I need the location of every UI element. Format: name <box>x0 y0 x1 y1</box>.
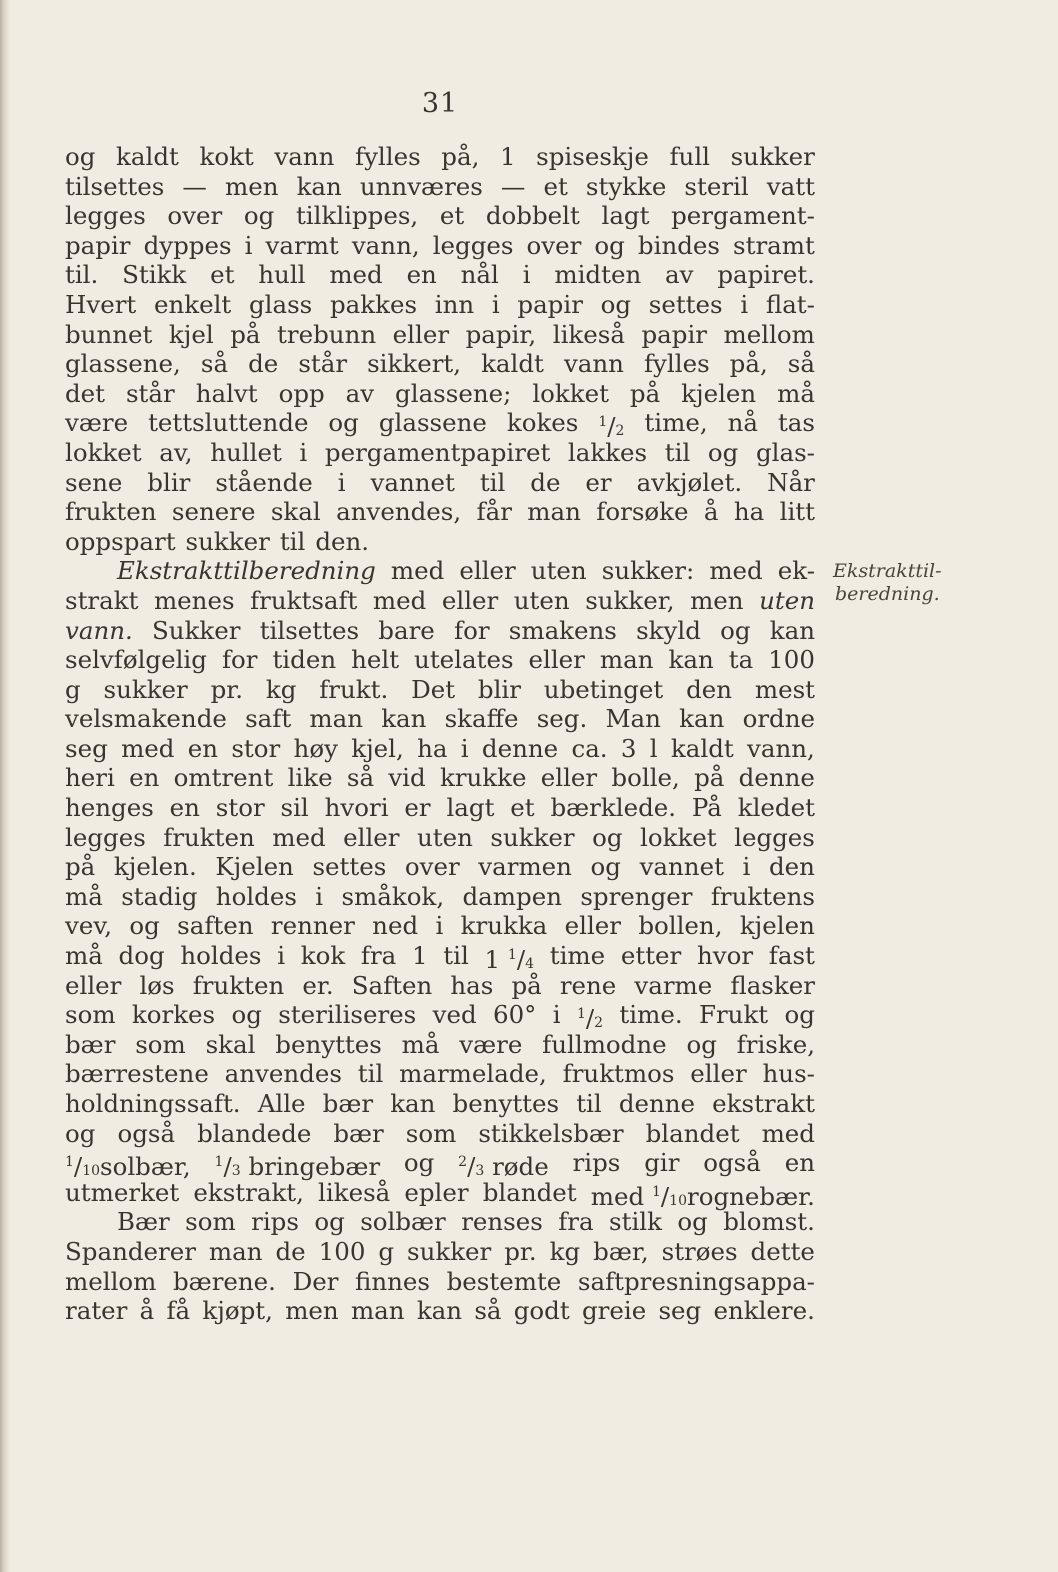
section-heading-inline: Ekstrakttilberedning <box>117 556 376 586</box>
text-line: være tettsluttende og glassene kokes $^1$/2 time, nå tas <box>65 408 815 442</box>
text-line: holdningssaft. Alle bær kan benyttes til denne ekstrakt <box>65 1089 815 1118</box>
text-line: henges en stor sil hvori er lagt et bærklede. På kledet <box>65 793 815 823</box>
text-line: Bær som rips og solbær renses fra stilk og blomst. <box>117 1207 815 1237</box>
text-line: må stadig holdes i småkok, dampen sprenger fruktens <box>65 881 815 911</box>
text-line: heri en omtrent like så vid krukke eller bolle, på denne <box>65 763 815 793</box>
fraction-one-half: $^1$/2 <box>576 1004 604 1034</box>
text-line: bunnet kjel på trebunn eller papir, likeså papir mellom <box>65 319 815 349</box>
text-line: selvfølgelig for tiden helt utelates eller man kan ta 100 <box>65 645 815 675</box>
page-number: 31 <box>421 88 459 119</box>
text-line: tilsettes — men kan unnværes — et stykke steril vatt <box>65 171 815 201</box>
text-line: vann. Sukker tilsettes bare for smakens skyld og kan <box>65 615 815 645</box>
fraction-one-tenth: $^1$/10 <box>65 1152 101 1182</box>
text-line: må dog holdes i kok fra 1 til 1 $^1$/4 time etter hvor fast <box>65 941 815 975</box>
body-text <box>65 142 815 1326</box>
text-line: det står halvt opp av glassene; lokket på kjelen må <box>65 378 815 408</box>
text-line: papir dyppes i varmt vann, legges over og bindes stramt <box>65 230 815 260</box>
text-line: frukten senere skal anvendes, får man forsøke å ha litt <box>65 497 815 527</box>
text-line: mellom bærene. Der finnes bestemte saftpresningsappa- <box>65 1266 815 1296</box>
text-line: Spanderer man de 100 g sukker pr. kg bær, strøes dette <box>65 1236 815 1266</box>
fraction-one-tenth: $^1$/10 <box>651 1181 687 1211</box>
text-line: til. Stikk et hull med en nål i midten av papiret. <box>65 260 815 290</box>
text-line: seg med en stor høy kjel, ha i denne ca. 3 l kaldt vann, <box>65 733 815 763</box>
margin-note-line: Ekstrakttil- <box>833 560 942 582</box>
text-line: bær som skal benyttes må være fullmodne og friske, <box>65 1029 815 1059</box>
text-line: Ekstrakttilberedning med eller uten sukker: med ek- <box>117 556 815 586</box>
fraction-two-thirds: $^2$/3 <box>458 1152 485 1182</box>
text-line: som korkes og steriliseres ved 60° i $^1$/2 time. Frukt og <box>65 1000 815 1034</box>
text-line: vev, og saften renner ned i krukka eller bollen, kjelen <box>65 911 815 941</box>
text-line: lokket av, hullet i pergamentpapiret lakkes til og glas- <box>65 437 815 467</box>
margin-note-line: beredning. <box>835 583 940 605</box>
text-line: legges over og tilklippes, et dobbelt lagt pergament- <box>65 201 815 231</box>
text-line: $^1$/10solbær, $^1$/3 bringebær og $^2$/3 røde rips gir også en <box>65 1148 815 1182</box>
text-line: på kjelen. Kjelen settes over varmen og vannet i den <box>65 852 815 882</box>
page-gutter-shadow <box>0 0 10 1572</box>
fraction-one-third: $^1$/3 <box>214 1152 241 1182</box>
text-line: velsmakende saft man kan skaffe seg. Man kan ordne <box>65 704 815 734</box>
text-line: strakt menes fruktsaft med eller uten sukker, men uten <box>65 585 815 615</box>
text-line: sene blir stående i vannet til de er avkjølet. Når <box>65 467 815 497</box>
text-line: og kaldt kokt vann fylles på, 1 spiseskje full sukker <box>65 142 815 171</box>
text-line: oppspart sukker til den. <box>65 526 370 556</box>
fraction-one-half: $^1$/2 <box>598 412 625 442</box>
text-line: utmerket ekstrakt, likeså epler blandet med $^1$/10rognebær. <box>65 1177 815 1211</box>
text-line: eller løs frukten er. Saften has på rene varme flasker <box>65 970 815 1000</box>
text-line: g sukker pr. kg frukt. Det blir ubetinget den mest <box>65 674 815 704</box>
text-line: Hvert enkelt glass pakkes inn i papir og settes i flat- <box>65 289 815 319</box>
margin-note <box>833 560 1043 606</box>
text-line: og også blandede bær som stikkelsbær blandet med <box>65 1118 815 1148</box>
text-line: legges frukten med eller uten sukker og lokket legges <box>65 822 815 852</box>
text-line: bærrestene anvendes til marmelade, fruktmos eller hus- <box>65 1059 815 1089</box>
fraction-one-quarter: $^1$/4 <box>507 945 535 975</box>
text-line: rater å få kjøpt, men man kan så godt greie seg enklere. <box>65 1296 815 1326</box>
text-line: glassene, så de står sikkert, kaldt vann fylles på, så <box>65 349 815 379</box>
